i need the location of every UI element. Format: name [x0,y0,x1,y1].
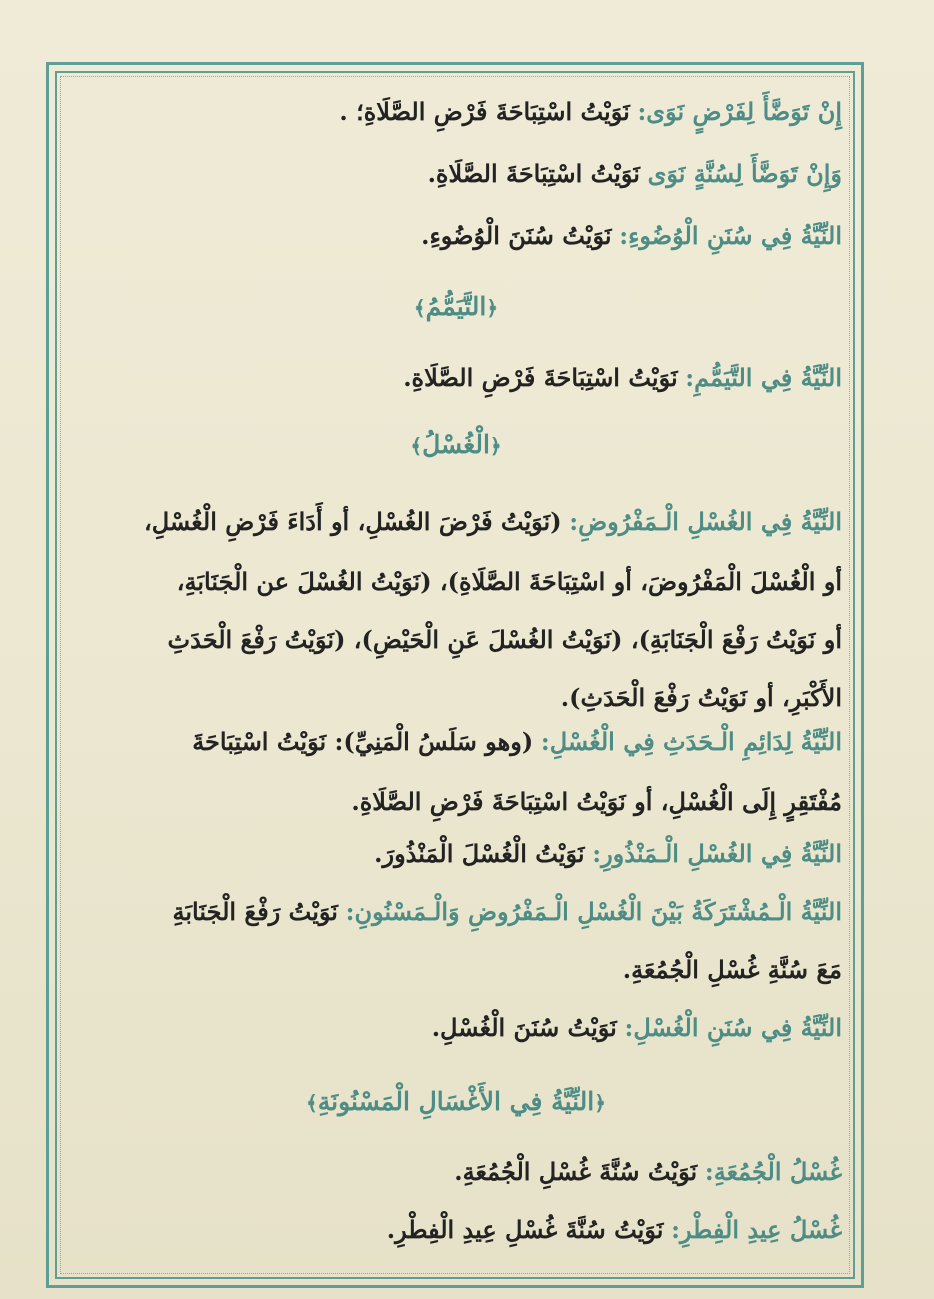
line-label: النِّيَّةُ لِدَائِمِ الْـحَدَثِ فِي الْغُسْلِ: [540,727,842,756]
line-wudu-sunan [70,219,842,253]
line-text: (نَوَيْتُ فَرْضَ الغُسْلِ، أو أَدَاءَ فَرْضِ الْغُسْلِ، [143,507,562,536]
line-ghusl-eid-fitr [70,1213,842,1247]
ornament-bracket: ﴾ [306,1091,318,1115]
line-continuation [70,565,842,599]
line-continuation [70,623,842,657]
line-label: غُسْلُ عِيدِ الْفِطْرِ: [671,1215,842,1244]
section-heading-ghusl [70,428,842,463]
line-tayammum [70,361,842,395]
line-text: نَوَيْتُ اسْتِبَاحَةَ فَرْضِ الصَّلَاةِ؛ . [339,97,630,126]
line-continuation [70,785,842,819]
line-label: النِّيَّةُ فِي الغُسْلِ الْـمَفْرُوضِ: [569,507,842,536]
line-text: نَوَيْتُ اسْتِبَاحَةَ الصَّلَاةِ. [427,159,640,188]
line-label: النِّيَّةُ فِي سُنَنِ الْغُسْلِ: [624,1013,842,1042]
line-ghusl-jumuah [70,1155,842,1189]
line-label: النِّيَّةُ فِي التَّيَمُّمِ: [685,363,842,392]
section-heading-tayammum [70,290,842,325]
line-text: مَعَ سُنَّةِ غُسْلِ الْجُمُعَةِ. [622,955,842,984]
heading-text: التَّيَمُّمُ [425,292,487,321]
line-text: نَوَيْتُ سُنَّةَ غُسْلِ عِيدِ الْفِطْرِ. [386,1215,664,1244]
line-label: النِّيَّةُ الْـمُشْتَرَكَةُ بَيْنَ الْغُسْلِ الْـمَفْرُوضِ وَالْـمَسْنُونِ: [345,897,842,926]
line-mushtaraka [70,895,842,929]
line-text: نَوَيْتُ سُنَنَ الْوُضُوءِ. [421,221,612,250]
line-continuation [70,953,842,987]
line-label: إِنْ تَوَضَّأَ لِفَرْضٍ نَوَى: [637,97,842,126]
ornament-bracket: ﴾ [413,296,426,320]
line-label: النِّيَّةُ فِي الغُسْلِ الْـمَنْذُورِ: [592,839,842,868]
line-text: مُفْتَقِرٍ إِلَى الْغُسْلِ، أو نَوَيْتُ اسْتِبَاحَةَ فَرْضِ الصَّلَاةِ. [351,787,842,816]
line-text: (وهو سَلَسُ الْمَنِيِّ): نَوَيْتُ اسْتِبَاحَةَ [192,727,534,756]
line-wudu-fard [70,95,842,129]
line-text: نَوَيْتُ سُنَنَ الْغُسْلِ. [431,1013,617,1042]
line-text: نَوَيْتُ سُنَّةَ غُسْلِ الْجُمُعَةِ. [454,1157,698,1186]
heading-text: النِّيَّةُ فِي الأَغْسَالِ الْمَسْنُونَةِ [317,1087,595,1116]
page-content [70,95,842,1265]
ornament-bracket: ﴿ [486,296,499,320]
line-label: النِّيَّةُ فِي سُنَنِ الْوُضُوءِ: [619,221,842,250]
line-ghusl-sunan [70,1011,842,1045]
ornament-bracket: ﴿ [594,1091,606,1115]
line-text: نَوَيْتُ اسْتِبَاحَةَ فَرْضِ الصَّلَاةِ. [403,363,678,392]
ornament-bracket: ﴾ [410,434,423,458]
line-wudu-sunnah [70,157,842,191]
line-daim-hadath [70,725,842,759]
line-text: نَوَيْتُ رَفْعَ الْجَنَابَةِ [172,897,338,926]
section-heading-masnun [70,1085,842,1120]
line-continuation [70,681,842,715]
line-text: أو نَوَيْتُ رَفْعَ الْجَنَابَةِ)، (نَوَيْتُ الغُسْلَ عَنِ الْحَيْضِ)، (نَوَيْتُ رَفْعَ الْحَدَثِ [167,625,842,654]
heading-text: الْغُسْلُ [422,430,490,459]
ornament-bracket: ﴿ [489,434,502,458]
line-label: وَإِنْ تَوَضَّأَ لِسُنَّةٍ نَوَى [647,159,842,188]
line-text: أو الْغُسْلَ الْمَفْرُوضَ، أو اسْتِبَاحَةَ الصَّلَاةِ)، (نَوَيْتُ الغُسْلَ عن الْجَنَابَةِ، [176,567,842,596]
line-ghusl-fard [70,505,842,539]
line-label: غُسْلُ الْجُمُعَةِ: [704,1157,842,1186]
line-text: الأَكْبَرِ، أو نَوَيْتُ رَفْعَ الْحَدَثِ). [560,683,842,712]
line-text: نَوَيْتُ الْغُسْلَ الْمَنْذُورَ. [374,839,585,868]
line-ghusl-mandhur [70,837,842,871]
